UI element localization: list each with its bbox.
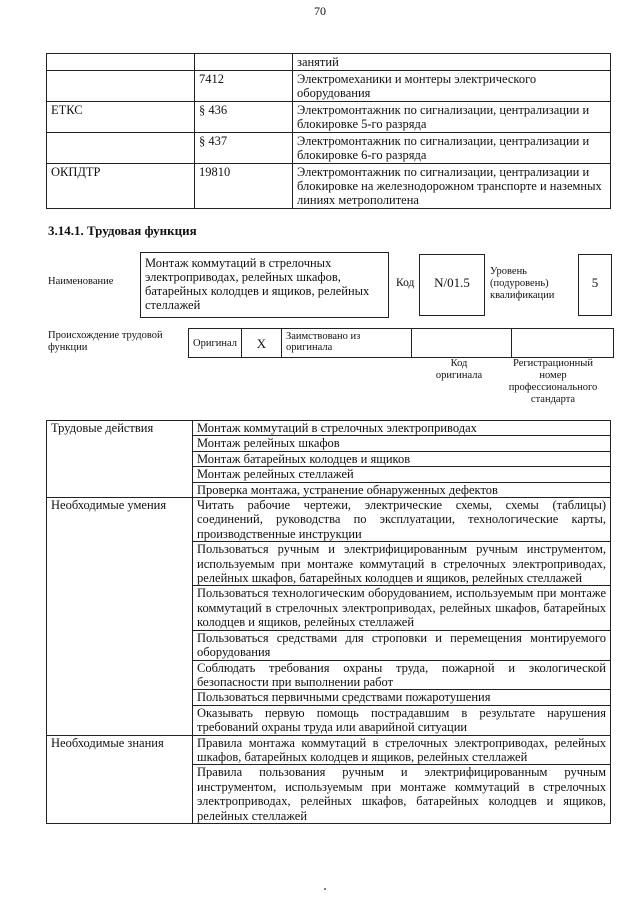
table-row [47,133,611,164]
list-item: Монтаж релейных шкафов [193,436,611,451]
list-item: Правила пользования ручным и электрифицированным ручным инструментом, используемым при монтаже коммутаций в стрелочных электроприводах, релейных шкафов, батарейных колодцев и ящиков, релейных стеллажей [193,765,611,824]
list-item: Проверка монтажа, устранение обнаруженных дефектов [193,482,611,497]
code-cell: 19810 [195,164,293,209]
code-cell: 7412 [195,71,293,102]
list-item: Монтаж релейных стеллажей [193,467,611,482]
table-row [47,498,611,542]
function-details-table [46,420,611,824]
skills-label: Необходимые умения [47,498,193,736]
table-row [47,735,611,765]
code-label: Код [396,277,415,289]
borrowed-cell: Заимствовано из оригинала [282,329,412,358]
name-cell: Электромонтажник по сигнализации, централизации и блокировке 6-го разряда [293,133,611,164]
name-cell: занятий [293,54,611,71]
function-name-box: Монтаж коммутаций в стрелочных электроприводах, релейных шкафов, батарейных колодцев и ящиков, релейных стеллажей [140,252,389,318]
reg-number-cell [512,329,614,358]
list-item: Пользоваться средствами для строповки и перемещения монтируемого оборудования [193,630,611,660]
code-cell [195,54,293,71]
list-item: Пользоваться первичными средствами пожаротушения [193,690,611,705]
origin-table [188,328,614,358]
knowledge-label: Необходимые знания [47,735,193,823]
list-item: Оказывать первую помощь пострадавшим в результате нарушения требований охраны труда или аварийной ситуации [193,705,611,735]
code-system-cell [47,71,195,102]
table-row [47,421,611,436]
scan-dot [324,888,326,890]
code-system-cell: ЕТКС [47,102,195,133]
code-system-cell [47,54,195,71]
list-item: Пользоваться ручным и электрифицированным ручным инструментом, используемым при монтаже коммутаций в стрелочных электроприводах, релейных шкафов, батарейных колодцев и ящиков, релейных стеллажей [193,542,611,586]
section-title: 3.14.1. Трудовая функция [48,223,197,238]
code-cell: § 436 [195,102,293,133]
list-item: Читать рабочие чертежи, электрические схемы, схемы (таблицы) соединений, руководства по эксплуатации, технологические карты, производственные инструкции [193,498,611,542]
original-cell: Оригинал [189,329,242,358]
code-cell: § 437 [195,133,293,164]
code-caption: Код оригинала [435,358,483,381]
name-cell: Электромеханики и монтеры электрического оборудования [293,71,611,102]
list-item: Пользоваться технологическим оборудованием, используемым при монтаже коммутаций в стрелочных электроприводах, релейных шкафов, батарейных колодцев и ящиков, релейных стеллажей [193,586,611,630]
name-label: Наименование [48,276,114,287]
origin-label: Происхождение трудовой функции [48,330,163,353]
original-code-cell [412,329,512,358]
name-cell: Электромонтажник по сигнализации, централизации и блокировке 5-го разряда [293,102,611,133]
level-label: Уровень (подуровень) квалификации [490,266,555,301]
original-mark-cell: X [242,329,282,358]
code-system-cell: ОКПДТР [47,164,195,209]
name-cell: Электромонтажник по сигнализации, централизации и блокировке на железнодорожном транспорте и наземных линиях метрополитена [293,164,611,209]
list-item: Соблюдать требования охраны труда, пожарной и экологической безопасности при выполнении работ [193,660,611,690]
work-actions-label: Трудовые действия [47,421,193,498]
reg-caption: Регистрационный номер профессионального стандарта [508,358,598,405]
list-item: Правила монтажа коммутаций в стрелочных электроприводах, релейных шкафов, батарейных колодцев и ящиков, релейных стеллажей [193,735,611,765]
list-item: Монтаж батарейных колодцев и ящиков [193,451,611,466]
list-item: Монтаж коммутаций в стрелочных электроприводах [193,421,611,436]
classification-table [46,53,611,209]
table-row [47,102,611,133]
function-code-box: N/01.5 [419,254,485,316]
table-row [47,164,611,209]
table-row [189,329,614,358]
page-number: 70 [314,4,326,18]
code-system-cell [47,133,195,164]
level-box: 5 [578,254,612,316]
table-row [47,71,611,102]
table-row [47,54,611,71]
